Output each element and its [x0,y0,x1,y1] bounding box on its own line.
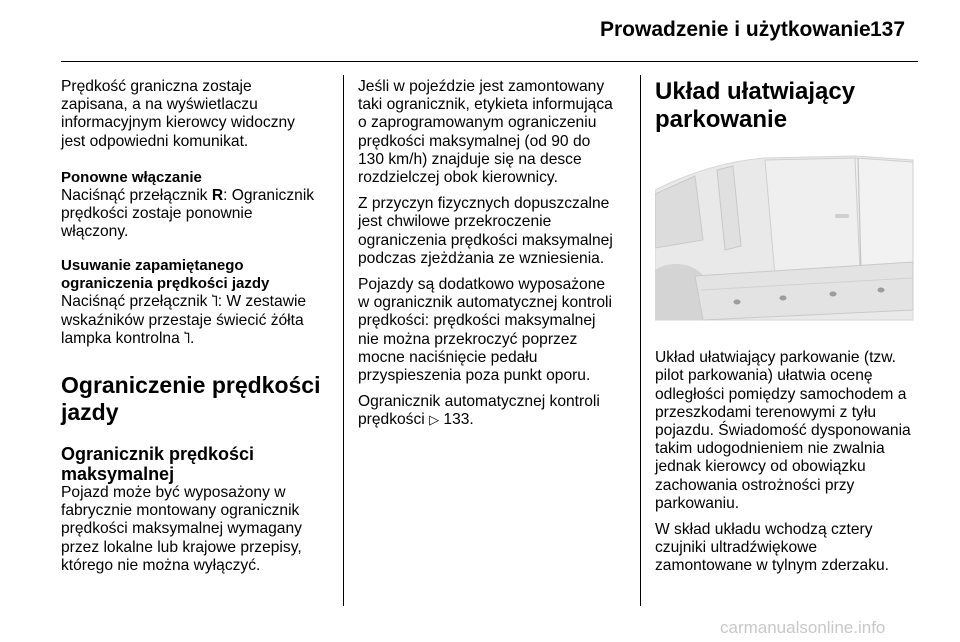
subsection-title-max-speed-limiter: Ogranicznik prędkości maksymalnej [61,444,255,485]
speed-stored-paragraph: Prędkość graniczna zostaje zapisana, a na wyświetlaczu informacyjnym kierowcy widoczny jest odpowiedni komunikat. [61,78,295,150]
resume-heading: Ponowne włączanie [61,168,202,186]
van-rear-illustration [655,150,915,328]
sensors-paragraph: W skład układu wchodzą cztery czujniki ultradźwiękowe zamontowane w tylnym zderzaku. [655,521,890,575]
speed-limiter-icon: Ⴈ [211,294,218,310]
downhill-paragraph: Z przyczyn fizycznych dopuszczalne jest chwilowe przekroczenie ograniczenia prędkości maksymalnej podczas zjeżdżania ze wzniesienia. [358,195,613,267]
column-divider-2 [640,75,641,606]
column-1 [61,78,336,583]
resume-paragraph: Naciśnąć przełącznik R: Ogranicznik prędkości zostaje ponownie włączony. [61,186,315,241]
page-header-title: Prowadzenie i użytkowanie [600,18,871,41]
delete-paragraph: Naciśnąć przełącznik Ⴈ: W zestawie wskaźników przestaje świecić żółta lampka kontrolna Ⴈ. [61,293,307,347]
column-2 [358,78,633,438]
parking-assist-paragraph: Układ ułatwiający parkowanie (tzw. pilot parkowania) ułatwia ocenę odległości pomiędzy samochodem a przeszkodami terenowymi z tyłu pojazdu. Świadomość dysponowania takim udogodnieniem nie zwalnia jednak kierowcy od obowiązku zachowania ostrożności przy parkowaniu. [655,349,911,512]
cross-reference-paragraph: Ogranicznik automatycznej kontroli prędkości ▷ 133. [358,393,600,429]
speed-limiter-icon: Ⴈ [184,330,190,346]
section-title-parking-assist: Układ ułatwiający parkowanie [655,78,856,133]
header-divider [61,61,918,62]
page-number: 137 [870,18,906,41]
max-speed-limiter-paragraph: Pojazd może być wyposażony w fabrycznie montowany ogranicznik prędkości maksymalnej wymagany przez lokalne lub krajowe przepisy, którego nie można wyłączyć. [61,484,302,574]
section-title-speed-limit: Ograniczenie prędkości jazdy [61,372,321,426]
column-3 [655,78,925,584]
auto-control-paragraph: Pojazdy są dodatkowo wyposażone w ogranicznik automatycznej kontroli prędkości: prędkości maksymalnej nie można przekroczyć poprzez mocne naciśnięcie pedału przyspieszenia poza punkt oporu. [358,276,612,385]
page-reference-icon: ▷ [429,412,440,428]
column-divider-1 [343,75,344,606]
watermark: carmanualsonline.info [720,618,886,637]
r-key-label: R [211,186,224,204]
delete-heading: Usuwanie zapamiętanego ograniczenia prędkości jazdy [61,257,270,293]
limiter-label-paragraph: Jeśli w pojeździe jest zamontowany taki ogranicznik, etykieta informująca o zaprogramowanym ograniczeniu prędkości maksymalnej (od 90 do 130 km/h) znajduje się na desce rozdzielczej obok kierownicy. [358,78,613,187]
